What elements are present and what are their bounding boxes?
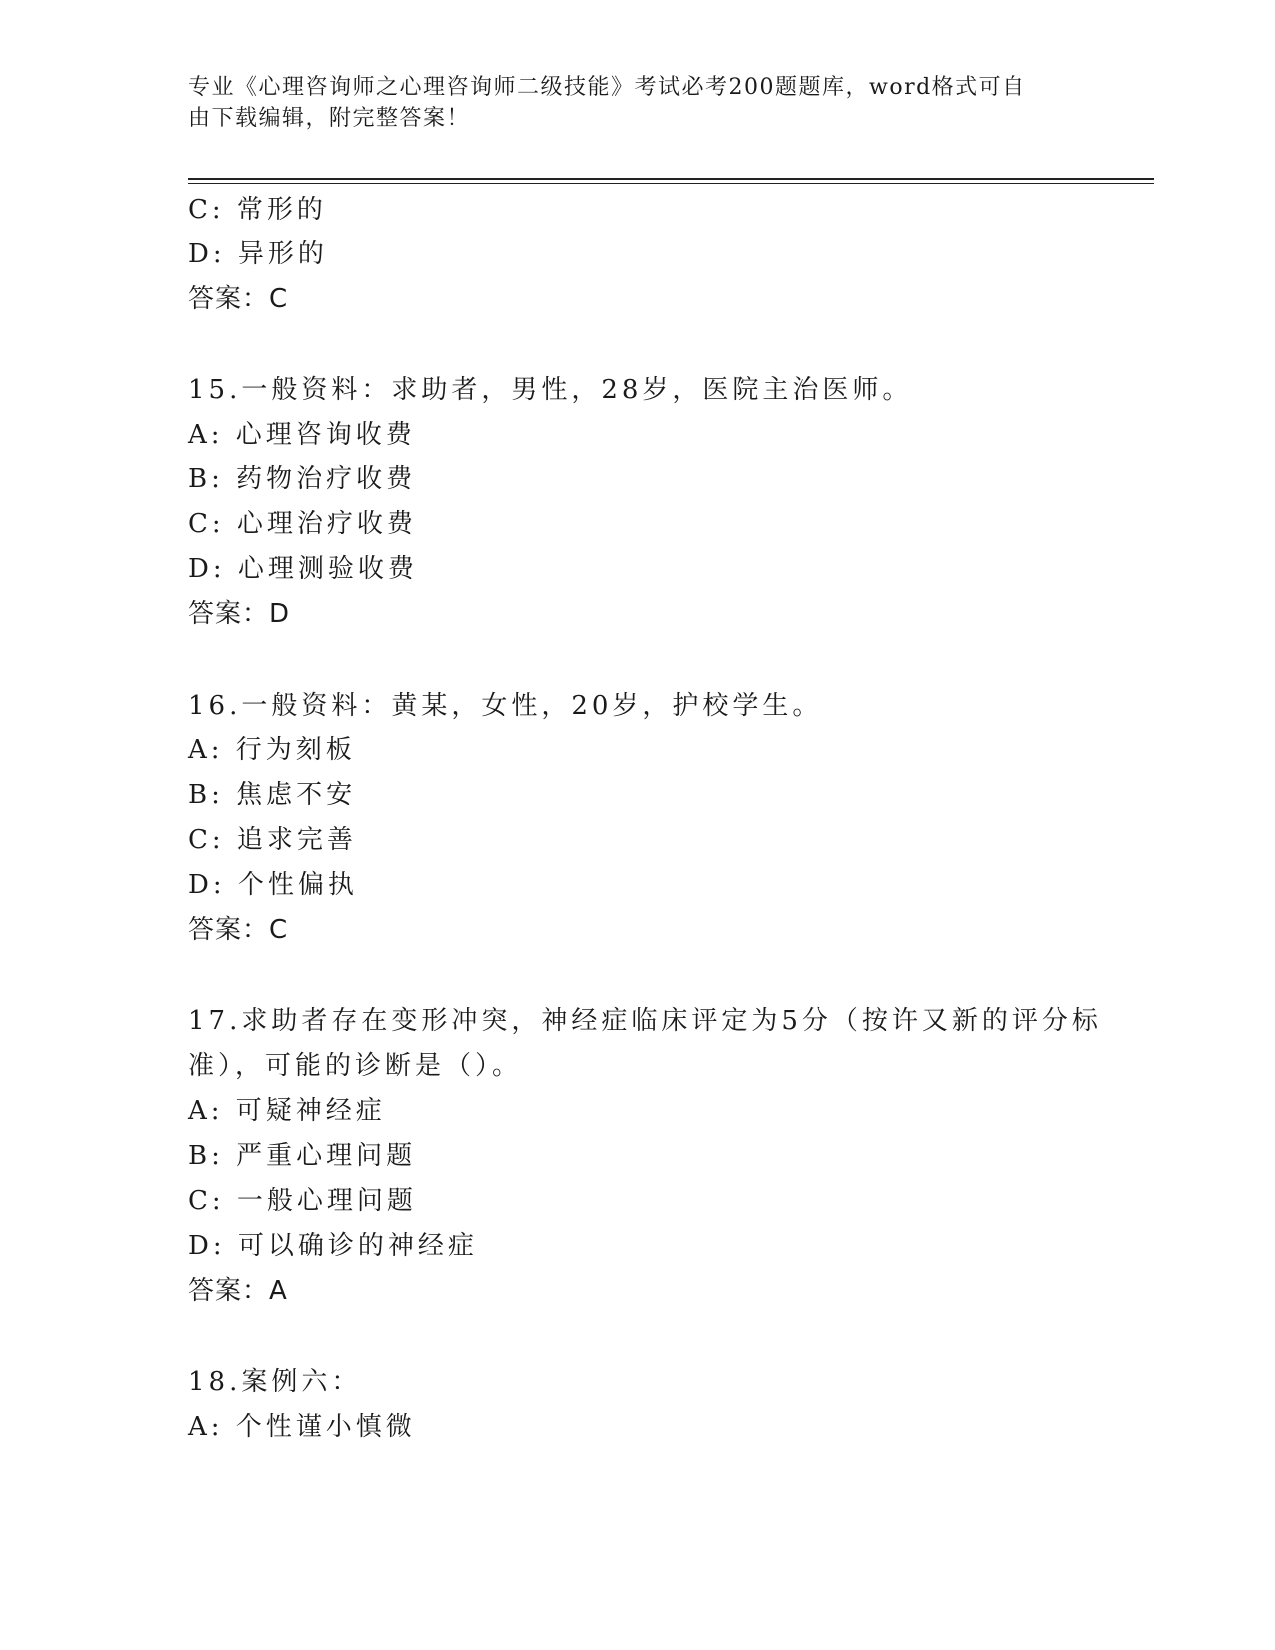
q15-answer: 答案：D [188, 599, 291, 629]
header-line-1: 专业《心理咨询师之心理咨询师二级技能》考试必考200题题库，word格式可自 [188, 75, 1026, 100]
prev-option-d: D: 异形的 [188, 239, 328, 269]
q15-option-a: A: 心理咨询收费 [188, 420, 416, 450]
q17-option-a: A: 可疑神经症 [188, 1096, 386, 1126]
document-header [188, 72, 1088, 134]
q18-stem: 18.案例六： [188, 1367, 362, 1397]
q17-option-c: C: 一般心理问题 [188, 1186, 417, 1216]
q15-option-d: D: 心理测验收费 [188, 554, 418, 584]
q16-option-b: B: 焦虑不安 [188, 780, 357, 810]
q16-option-d: D: 个性偏执 [188, 870, 358, 900]
q15-option-c: C: 心理治疗收费 [188, 509, 417, 539]
header-line-2: 由下载编辑，附完整答案！ [188, 106, 471, 131]
header-rule-thin [188, 183, 1154, 184]
prev-answer: 答案：C [188, 284, 289, 314]
q15-stem: 15.一般资料：求助者，男性，28岁，医院主治医师。 [188, 375, 913, 405]
q16-answer: 答案：C [188, 915, 289, 945]
header-rule-thick [188, 178, 1154, 180]
q18-option-a: A: 个性谨小慎微 [188, 1412, 416, 1442]
prev-option-c: C: 常形的 [188, 195, 327, 225]
q17-answer: 答案：A [188, 1276, 288, 1306]
q16-stem: 16.一般资料：黄某，女性，20岁，护校学生。 [188, 691, 823, 721]
q17-option-d: D: 可以确诊的神经症 [188, 1231, 478, 1261]
q16-option-a: A: 行为刻板 [188, 735, 356, 765]
q16-option-c: C: 追求完善 [188, 825, 357, 855]
q15-option-b: B: 药物治疗收费 [188, 464, 417, 494]
q17-option-b: B: 严重心理问题 [188, 1141, 417, 1171]
q17-stem-line-2: 准），可能的诊断是（）。 [188, 1051, 523, 1081]
q17-stem-line-1: 17.求助者存在变形冲突，神经症临床评定为5分（按许又新的评分标 [188, 1006, 1102, 1036]
